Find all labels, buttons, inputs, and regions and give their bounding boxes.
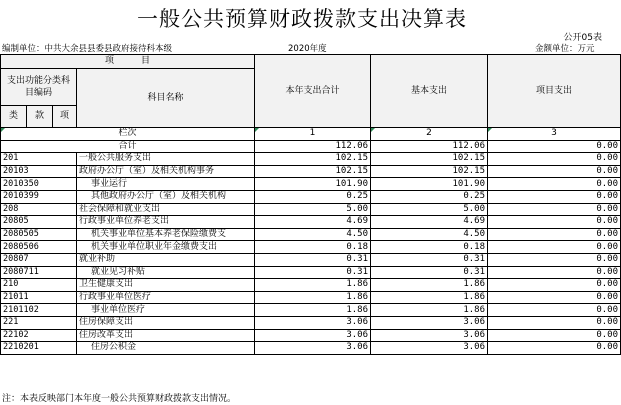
- basic-expense-value: 3.06: [371, 342, 488, 355]
- total-basic-value: 112.06: [371, 140, 488, 153]
- subject-code: 2010399: [1, 190, 77, 203]
- sub-header-kuan: 款: [27, 106, 53, 128]
- amount-unit: 金额单位：万元: [535, 44, 595, 54]
- project-expense-value: 0.00: [488, 329, 621, 342]
- total-expense-value: 0.31: [255, 266, 371, 279]
- table-row: [1, 241, 621, 254]
- subject-code: 22102: [1, 329, 77, 342]
- col-num-3: 3: [488, 128, 621, 141]
- subject-code: 20103: [1, 165, 77, 178]
- subject-code: 2210201: [1, 342, 77, 355]
- table-row: [1, 279, 621, 292]
- basic-expense-value: 1.86: [371, 279, 488, 292]
- total-expense-header: 本年支出合计: [255, 55, 371, 128]
- total-expense-value: 1.86: [255, 304, 371, 317]
- subject-code: 210: [1, 279, 77, 292]
- subject-name: 事业单位医疗: [77, 304, 255, 317]
- project-expense-value: 0.00: [488, 304, 621, 317]
- total-expense-value: 102.15: [255, 165, 371, 178]
- basic-expense-value: 102.15: [371, 165, 488, 178]
- function-code-header: 支出功能分类科目编码: [1, 69, 77, 106]
- project-expense-value: 0.00: [488, 241, 621, 254]
- total-label: 合计: [1, 140, 255, 153]
- project-group-header: 项 目: [1, 55, 255, 69]
- total-row: [1, 140, 621, 153]
- project-expense-value: 0.00: [488, 178, 621, 191]
- basic-expense-value: 4.50: [371, 228, 488, 241]
- table-row: [1, 266, 621, 279]
- form-serial: 公开05表: [563, 33, 602, 43]
- basic-expense-value: 0.31: [371, 266, 488, 279]
- project-expense-header: 项目支出: [488, 55, 621, 128]
- project-expense-value: 0.00: [488, 266, 621, 279]
- subject-code: 20805: [1, 216, 77, 229]
- subject-code: 2080505: [1, 228, 77, 241]
- subject-name-header: 科目名称: [77, 69, 255, 128]
- table-row: [1, 216, 621, 229]
- subject-name: 机关事业单位基本养老保险缴费支: [77, 228, 255, 241]
- table-row: [1, 291, 621, 304]
- col-num-1: 1: [255, 128, 371, 141]
- basic-expense-value: 102.15: [371, 153, 488, 166]
- subject-name: 住房公积金: [77, 342, 255, 355]
- subject-name: 事业运行: [77, 178, 255, 191]
- total-expense-value: 0.25: [255, 190, 371, 203]
- subject-code: 2080711: [1, 266, 77, 279]
- basic-expense-value: 1.86: [371, 304, 488, 317]
- col-num-2: 2: [371, 128, 488, 141]
- total-expense-value: 4.50: [255, 228, 371, 241]
- total-expense-value: 5.00: [255, 203, 371, 216]
- total-expense-value: 102.15: [255, 153, 371, 166]
- subject-name: 住房改革支出: [77, 329, 255, 342]
- basic-expense-value: 0.25: [371, 190, 488, 203]
- basic-expense-value: 5.00: [371, 203, 488, 216]
- subject-code: 2101102: [1, 304, 77, 317]
- basic-expense-value: 4.69: [371, 216, 488, 229]
- subject-name: 政府办公厅（室）及相关机构事务: [77, 165, 255, 178]
- project-expense-value: 0.00: [488, 342, 621, 355]
- subject-name: 行政事业单位养老支出: [77, 216, 255, 229]
- subject-name: 其他政府办公厅（室）及相关机构: [77, 190, 255, 203]
- project-expense-value: 0.00: [488, 291, 621, 304]
- table-row: [1, 228, 621, 241]
- compiling-unit: 编制单位：中共大余县县委县政府接待科本级: [2, 44, 173, 54]
- table-row: [1, 329, 621, 342]
- subject-name: 卫生健康支出: [77, 279, 255, 292]
- basic-expense-value: 101.90: [371, 178, 488, 191]
- table-row: [1, 165, 621, 178]
- project-expense-value: 0.00: [488, 216, 621, 229]
- subject-code: 2080506: [1, 241, 77, 254]
- total-project-value: 0.00: [488, 140, 621, 153]
- subject-code: 2010350: [1, 178, 77, 191]
- report-meta: [0, 42, 604, 54]
- subject-name: 住房保障支出: [77, 316, 255, 329]
- table-row: [1, 316, 621, 329]
- total-expense-value: 3.06: [255, 342, 371, 355]
- report-title: 一般公共预算财政拨款支出决算表: [137, 7, 467, 31]
- total-expense-value: 0.31: [255, 253, 371, 266]
- footnote: 注：本表反映部门本年度一般公共预算财政拨款支出情况。: [2, 394, 237, 404]
- subject-code: 20807: [1, 253, 77, 266]
- basic-expense-value: 0.31: [371, 253, 488, 266]
- subject-name: 行政事业单位医疗: [77, 291, 255, 304]
- subject-name: 一般公共服务支出: [77, 153, 255, 166]
- subject-code: 221: [1, 316, 77, 329]
- project-expense-value: 0.00: [488, 153, 621, 166]
- total-expense-value: 4.69: [255, 216, 371, 229]
- subject-code: 208: [1, 203, 77, 216]
- project-expense-value: 0.00: [488, 316, 621, 329]
- lanci-label: 栏次: [1, 128, 255, 141]
- sub-header-lei: 类: [1, 106, 27, 128]
- subject-name: 机关事业单位职业年金缴费支出: [77, 241, 255, 254]
- subject-name: 就业补助: [77, 253, 255, 266]
- subject-code: 201: [1, 153, 77, 166]
- total-value: 112.06: [255, 140, 371, 153]
- table-row: [1, 203, 621, 216]
- project-expense-value: 0.00: [488, 279, 621, 292]
- expenditure-table: [0, 54, 621, 355]
- table-row: [1, 190, 621, 203]
- subject-name: 社会保障和就业支出: [77, 203, 255, 216]
- total-expense-value: 3.06: [255, 316, 371, 329]
- subject-name: 就业见习补贴: [77, 266, 255, 279]
- table-row: [1, 342, 621, 355]
- project-expense-value: 0.00: [488, 253, 621, 266]
- total-expense-value: 1.86: [255, 279, 371, 292]
- project-expense-value: 0.00: [488, 190, 621, 203]
- sub-header-xiang: 项: [53, 106, 77, 128]
- table-row: [1, 253, 621, 266]
- table-row: [1, 153, 621, 166]
- total-expense-value: 0.18: [255, 241, 371, 254]
- project-expense-value: 0.00: [488, 228, 621, 241]
- basic-expense-value: 3.06: [371, 316, 488, 329]
- total-expense-value: 101.90: [255, 178, 371, 191]
- total-expense-value: 3.06: [255, 329, 371, 342]
- basic-expense-value: 1.86: [371, 291, 488, 304]
- total-expense-value: 1.86: [255, 291, 371, 304]
- project-expense-value: 0.00: [488, 165, 621, 178]
- basic-expense-value: 3.06: [371, 329, 488, 342]
- basic-expense-value: 0.18: [371, 241, 488, 254]
- basic-expense-header: 基本支出: [371, 55, 488, 128]
- table-row: [1, 178, 621, 191]
- report-year: 2020年度: [288, 44, 327, 54]
- table-row: [1, 304, 621, 317]
- subject-code: 21011: [1, 291, 77, 304]
- project-expense-value: 0.00: [488, 203, 621, 216]
